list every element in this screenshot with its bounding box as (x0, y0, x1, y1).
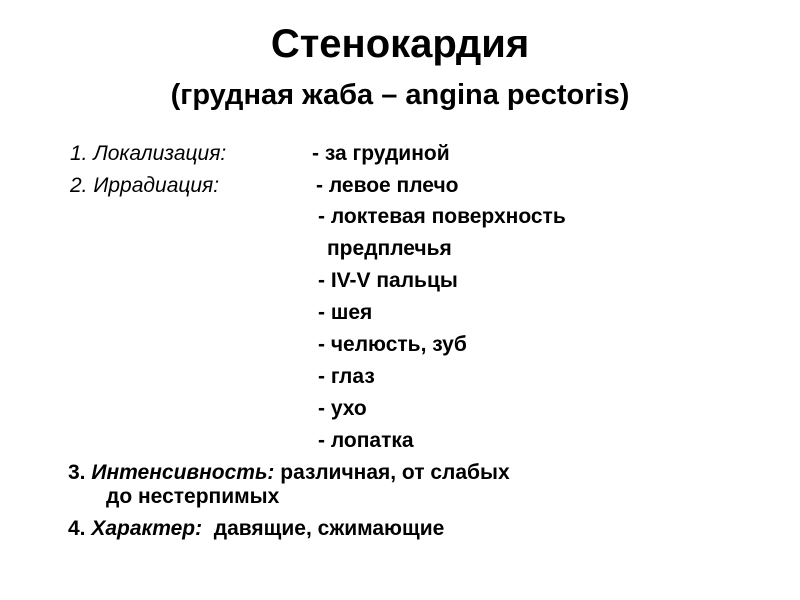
irradiation-label: 2. Иррадиация: (70, 174, 220, 197)
localization-value: - за грудиной (312, 142, 450, 165)
intensity-row (68, 461, 510, 485)
slide-title: Стенокардия (270, 22, 530, 66)
intensity-value-continued: до нестерпимых (106, 485, 280, 508)
character-row (68, 517, 444, 541)
localization-label: 1. Локализация: (70, 142, 227, 165)
irradiation-item: - левое плечо (316, 174, 459, 197)
irradiation-item: предплечья (327, 237, 452, 260)
irradiation-item: - челюсть, зуб (318, 333, 467, 356)
character-number: 4. (68, 517, 86, 540)
intensity-label: Интенсивность: (91, 461, 275, 484)
intensity-number: 3. (68, 461, 86, 484)
character-value: давящие, сжимающие (213, 517, 445, 540)
irradiation-item: - лопатка (318, 429, 414, 452)
irradiation-item: - шея (318, 301, 373, 324)
irradiation-item: - ухо (318, 397, 367, 420)
character-label: Характер: (91, 517, 203, 540)
irradiation-item: - глаз (318, 365, 375, 388)
irradiation-item: - локтевая поверхность (318, 205, 566, 228)
intensity-value: различная, от слабых (280, 461, 510, 484)
slide-subtitle: (грудная жаба – angina pectoris) (170, 79, 630, 111)
irradiation-item: - IV-V пальцы (318, 269, 458, 292)
